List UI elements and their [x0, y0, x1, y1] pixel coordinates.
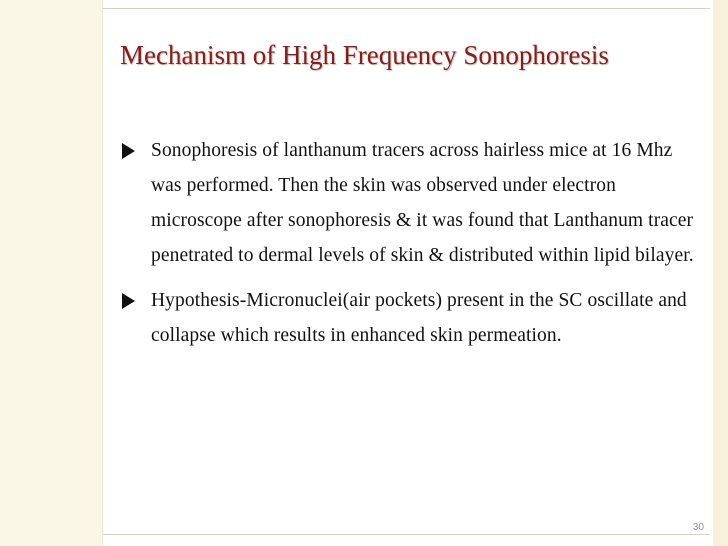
top-frame-line	[103, 8, 710, 9]
bullet-text: Hypothesis-Micronuclei(air pockets) present in the SC oscillate and collapse which results in enhanced skin permeation.	[151, 290, 687, 346]
slide-number: 30	[692, 522, 704, 533]
bullet-text: Sonophoresis of lanthanum tracers across hairless mice at 16 Mhz was performed. Then the skin was observed under electron microscope after sonophoresis & it was found that Lanthanum tracer penetrated to dermal levels of skin & distributed within lipid bilayer.	[151, 140, 694, 266]
triangle-bullet-icon	[122, 143, 135, 159]
bullet-item	[120, 133, 695, 273]
left-decorative-band	[0, 0, 102, 546]
triangle-bullet-icon	[122, 293, 135, 309]
bottom-frame-line	[103, 534, 710, 535]
slide-title: Mechanism of High Frequency Sonophoresis	[120, 40, 609, 70]
bullet-item	[120, 283, 695, 353]
bullet-list	[120, 133, 695, 353]
